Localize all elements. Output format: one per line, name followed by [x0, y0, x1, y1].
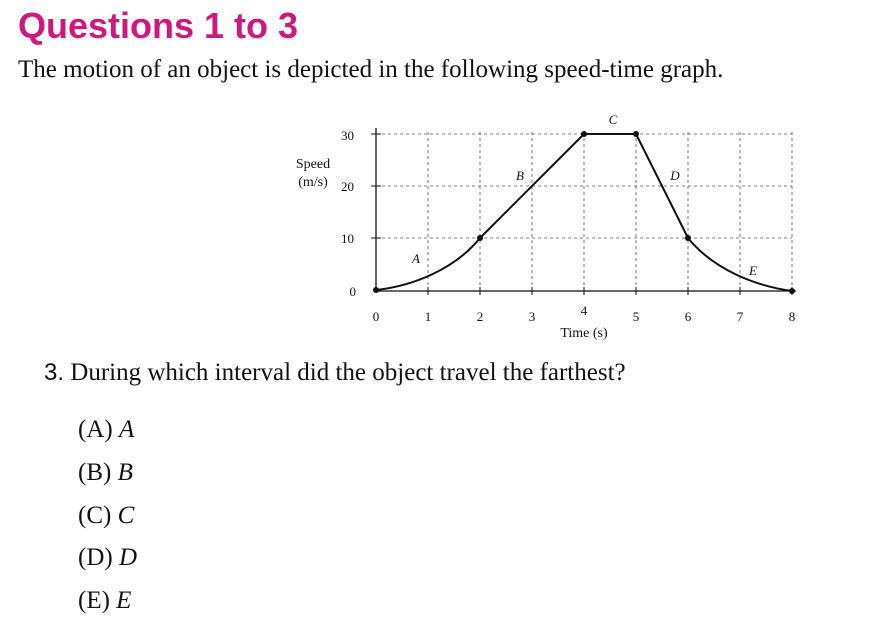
x-tick-label: 4: [580, 303, 588, 318]
segment-label-d: D: [670, 168, 680, 183]
x-tick-label: 1: [424, 309, 432, 324]
choice-value: C: [117, 502, 135, 529]
y-tick-label: 0: [349, 284, 356, 299]
x-tick-label: 7: [736, 309, 744, 324]
question: [44, 356, 626, 390]
segment-label-b: B: [516, 168, 524, 183]
y-tick-label: 20: [341, 179, 354, 194]
choice-value: A: [118, 416, 135, 443]
choice-b[interactable]: [78, 457, 133, 489]
choice-prefix: (A): [78, 416, 113, 443]
data-point: [789, 288, 795, 294]
data-point: [633, 131, 639, 137]
y-tick-label: 10: [341, 231, 354, 246]
segment-label-a: A: [412, 251, 420, 266]
data-point: [477, 235, 483, 241]
choice-c[interactable]: [78, 500, 134, 532]
y-axis-label: (m/s): [298, 175, 328, 190]
x-axis-label: Time (s): [560, 326, 608, 341]
x-tick-label: 5: [632, 309, 640, 324]
curve-segment-d: [636, 134, 688, 238]
y-tick-label: 30: [341, 128, 354, 143]
choice-value: E: [116, 587, 132, 614]
choice-prefix: (C): [78, 502, 112, 529]
x-tick-label: 6: [684, 309, 692, 324]
choice-prefix: (B): [78, 459, 112, 486]
segment-label-c: C: [608, 112, 618, 127]
data-point: [581, 131, 587, 137]
data-point: [685, 235, 691, 241]
choice-prefix: (D): [78, 544, 113, 571]
intro-text: The motion of an object is depicted in the following speed-time graph.: [18, 56, 724, 83]
x-tick-label: 0: [372, 309, 380, 324]
page-title: Questions 1 to 3: [18, 5, 299, 46]
choice-prefix: (E): [78, 587, 110, 614]
speed-time-graph: [282, 110, 812, 342]
data-point: [373, 287, 379, 293]
y-axis-label: Speed: [295, 157, 331, 172]
x-tick-label: 8: [788, 309, 796, 324]
choice-value: D: [118, 544, 138, 571]
x-tick-label: 2: [476, 309, 484, 324]
question-text: During which interval did the object travel the farthest?: [70, 359, 626, 386]
x-tick-label: 3: [528, 309, 536, 324]
choice-a[interactable]: [78, 414, 134, 446]
choice-e[interactable]: [78, 585, 131, 617]
choice-value: B: [117, 459, 133, 486]
question-number: 3.: [44, 359, 65, 386]
segment-label-e: E: [749, 263, 757, 278]
choice-d[interactable]: [78, 542, 137, 574]
